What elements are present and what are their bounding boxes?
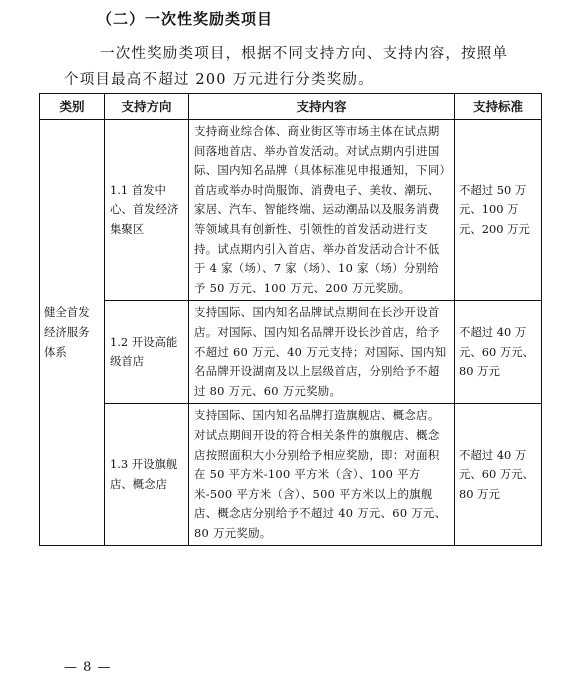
direction-cell: 1.2 开设高能级首店	[105, 301, 189, 404]
page-number: — 8 —	[64, 660, 112, 675]
intro-line-1: 一次性奖励类项目，根据不同支持方向、支持内容，按照单	[100, 46, 509, 62]
award-table	[39, 93, 542, 546]
category-cell: 健全首发经济服务体系	[40, 120, 105, 546]
standard-cell: 不超过 40 万元、60 万元、80 万元	[455, 301, 542, 404]
content-cell: 支持商业综合体、商业街区等市场主体在试点期间落地首店、举办首发活动。对试点期内引进国际、国内知名品牌（具体标准见申报通知，下同）首店或举办时尚服饰、消费电子、美妆、潮玩、家居、汽车、智能终端、运动潮品以及服务消费等领域具有创新性、引领性的首发活动进行支持。试点期内引入首店、举办首发活动合计不低于 4 家（场）、7 家（场）、10 家（场）分别给予 50 万元、100 万元、200 万元奖励。	[189, 120, 455, 301]
content-cell: 支持国际、国内知名品牌打造旗舰店、概念店。对试点期间开设的符合相关条件的旗舰店、概念店按照面积大小分别给予相应奖励，即：对面积在 50 平方米-100 平方米（含）、100 平方米-500 平方米（含）、500 平方米以上的旗舰店、概念店分别给予不超过 40 万元、60 万元、80 万元奖励。	[189, 404, 455, 546]
header-category: 类别	[40, 94, 105, 120]
section-heading: （二）一次性奖励类项目	[97, 10, 274, 28]
standard-cell: 不超过 40 万元、60 万元、80 万元	[455, 404, 542, 546]
intro-line-2: 个项目最高不超过 200 万元进行分类奖励。	[64, 72, 374, 88]
table-header-row	[40, 94, 542, 120]
table-row	[40, 301, 542, 404]
direction-cell: 1.3 开设旗舰店、概念店	[105, 404, 189, 546]
table-row	[40, 120, 542, 301]
direction-cell: 1.1 首发中心、首发经济集聚区	[105, 120, 189, 301]
header-direction: 支持方向	[105, 94, 189, 120]
intro-paragraph	[64, 41, 540, 93]
header-standard: 支持标准	[455, 94, 542, 120]
header-content: 支持内容	[189, 94, 455, 120]
content-cell: 支持国际、国内知名品牌试点期间在长沙开设首店。对国际、国内知名品牌开设长沙首店，给予不超过 60 万元、40 万元支持；对国际、国内知名品牌开设湖南及以上层级首店，分别给予不超过 80 万元、60 万元奖励。	[189, 301, 455, 404]
table-row	[40, 404, 542, 546]
standard-cell: 不超过 50 万元、100 万元、200 万元	[455, 120, 542, 301]
